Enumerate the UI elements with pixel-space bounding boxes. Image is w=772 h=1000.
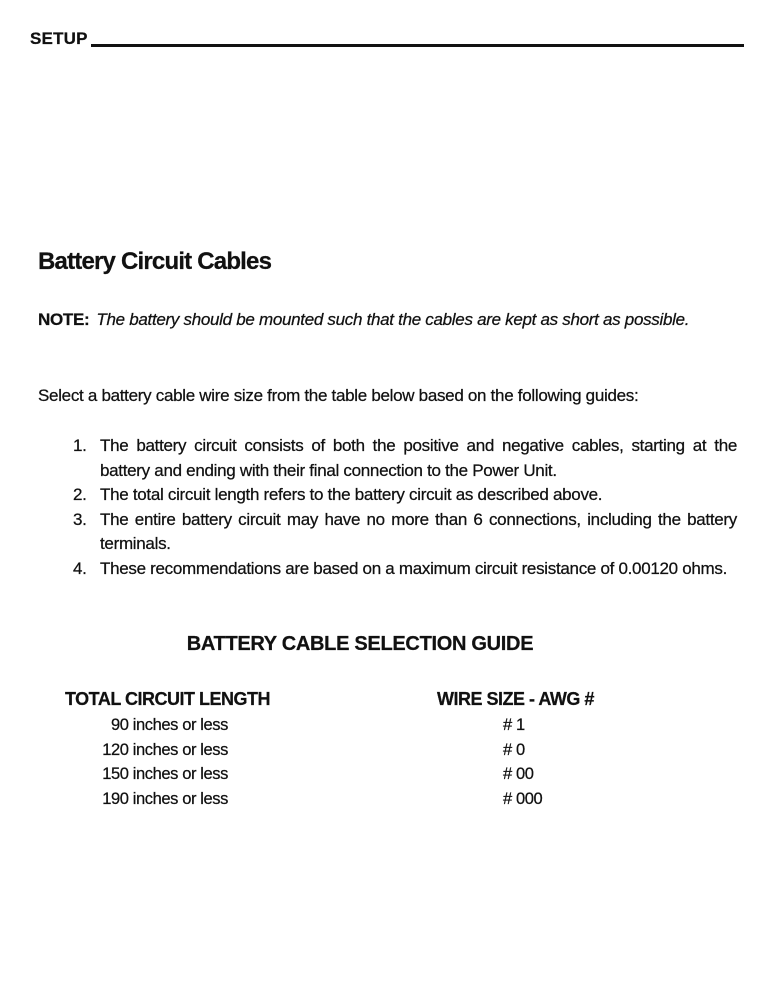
list-item-number: 2. [73, 485, 87, 504]
header-rule [91, 44, 744, 47]
list-item-number: 3. [73, 509, 87, 529]
cell-circuit-length: 120 inches or less [102, 740, 228, 759]
cell-wire-size: # 000 [503, 789, 543, 808]
cell-wire-size: # 1 [503, 716, 525, 734]
list-item [73, 557, 737, 582]
table-row [0, 765, 772, 790]
intro-paragraph: Select a battery cable wire size from the table below based on the following guides: [38, 386, 639, 405]
list-item-text: The total circuit length refers to the battery circuit as described above. [100, 485, 603, 504]
note-paragraph [38, 308, 733, 333]
list-item-text: These recommendations are based on a maximum circuit resistance of 0.00120 ohms. [100, 558, 728, 578]
running-header-label: SETUP [30, 29, 88, 48]
note-text: The battery should be mounted such that the cables are kept as short as possible. [96, 310, 690, 329]
cell-wire-size: # 00 [503, 765, 534, 784]
list-item-number: 1. [73, 436, 87, 455]
table-row [0, 790, 772, 815]
cell-circuit-length: 90 inches or less [110, 716, 228, 734]
list-item-text: The entire battery circuit may have no more than 6 connections, including the battery terminals. [100, 509, 737, 553]
list-item-text: The battery circuit consists of both the positive and negative cables, starting at the battery and ending with their final connection to the Power Unit. [100, 436, 737, 480]
column-header-length: TOTAL CIRCUIT LENGTH [65, 689, 270, 709]
list-item [73, 483, 737, 508]
cell-circuit-length: 150 inches or less [102, 765, 228, 784]
table-header-row [0, 689, 772, 716]
cell-circuit-length: 190 inches or less [102, 789, 228, 808]
section-title: Battery Circuit Cables [38, 248, 272, 275]
table-title: BATTERY CABLE SELECTION GUIDE [186, 633, 534, 655]
list-item-number: 4. [73, 558, 87, 578]
list-item [73, 508, 737, 557]
note-label: NOTE: [38, 310, 90, 329]
list-item [73, 434, 737, 483]
table-row [0, 716, 772, 741]
table-row [0, 741, 772, 766]
cell-wire-size: # 0 [503, 740, 525, 759]
running-header [30, 30, 744, 48]
column-header-wire-size: WIRE SIZE - AWG # [437, 689, 594, 709]
selection-table [0, 689, 772, 814]
guides-list [73, 434, 737, 581]
